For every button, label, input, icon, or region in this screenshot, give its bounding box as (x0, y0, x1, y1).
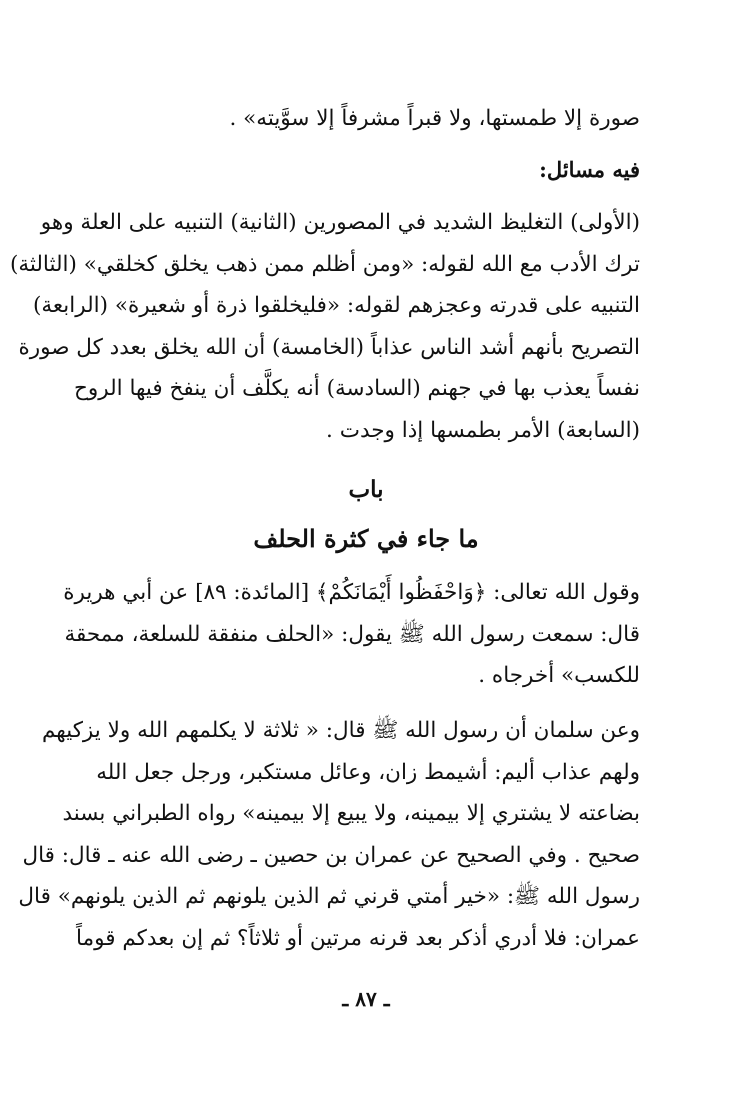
text-line: التصريح بأنهم أشد الناس عذاباً (الخامسة) أن الله يخلق بعدد كل صورة (18, 334, 640, 360)
issues-heading: فيه مسائل: (539, 157, 640, 182)
text-line: التنبيه على قدرته وعجزهم لقوله: «فليخلقوا ذرة أو شعيرة» (الرابعة) (32, 293, 640, 318)
verse-paragraph (63, 572, 640, 697)
text-line: صورة إلا طمستها، ولا قبراً مشرفاً إلا سوَّيته» . (229, 106, 640, 131)
page-number: ـ ٨٧ ـ (342, 987, 390, 1011)
intro-paragraph (85, 98, 640, 140)
text-line: بضاعته لا يشتري إلا بيمينه، ولا يبيع إلا بيمينه» رواه الطبراني بسند (62, 801, 640, 826)
text-line: عمران: فلا أدري أذكر بعد قرنه مرتين أو ثلاثاً؟ ثم إن بعدكم قوماً (76, 925, 640, 951)
text-line: للكسب» أخرجاه . (478, 663, 640, 688)
text-line: نفساً يعذب بها في جهنم (السادسة) أنه يكلَّف أن ينفخ فيها الروح (73, 376, 640, 401)
text-line: (السابعة) الأمر بطمسها إذا وجدت . (326, 417, 640, 443)
text-line: وعن سلمان أن رسول الله ﷺ قال: « ثلاثة لا يكلمهم الله ولا يزكيهم (41, 718, 640, 743)
chapter-label: باب (348, 476, 384, 503)
hadith-paragraph (18, 710, 640, 959)
chapter-title: ما جاء في كثرة الحلف (253, 524, 479, 553)
text-line: ترك الأدب مع الله لقوله: «ومن أظلم ممن ذهب يخلق كخلقي» (الثالثة) (9, 251, 640, 277)
text-line: قال: سمعت رسول الله ﷺ يقول: «الحلف منفقة للسلعة، ممحقة (64, 621, 640, 647)
issues-paragraph (9, 202, 640, 451)
text-line: رسول الله ﷺ: «خير أمتي قرني ثم الذين يلونهم ثم الذين يلونهم» قال (18, 884, 640, 909)
text-line: (الأولى) التغليظ الشديد في المصورين (الثانية) التنبيه على العلة وهو (40, 210, 640, 235)
text-line: صحيح . وفي الصحيح عن عمران بن حصين ـ رضى الله عنه ـ قال: قال (22, 842, 640, 868)
text-line: ولهم عذاب أليم: أشيمط زان، وعائل مستكبر، ورجل جعل الله (96, 759, 640, 785)
text-line: وقول الله تعالى: ﴿وَاحْفَظُوا أَيْمَانَكُمْ﴾ [المائدة: ٨٩] عن أبي هريرة (63, 580, 640, 605)
